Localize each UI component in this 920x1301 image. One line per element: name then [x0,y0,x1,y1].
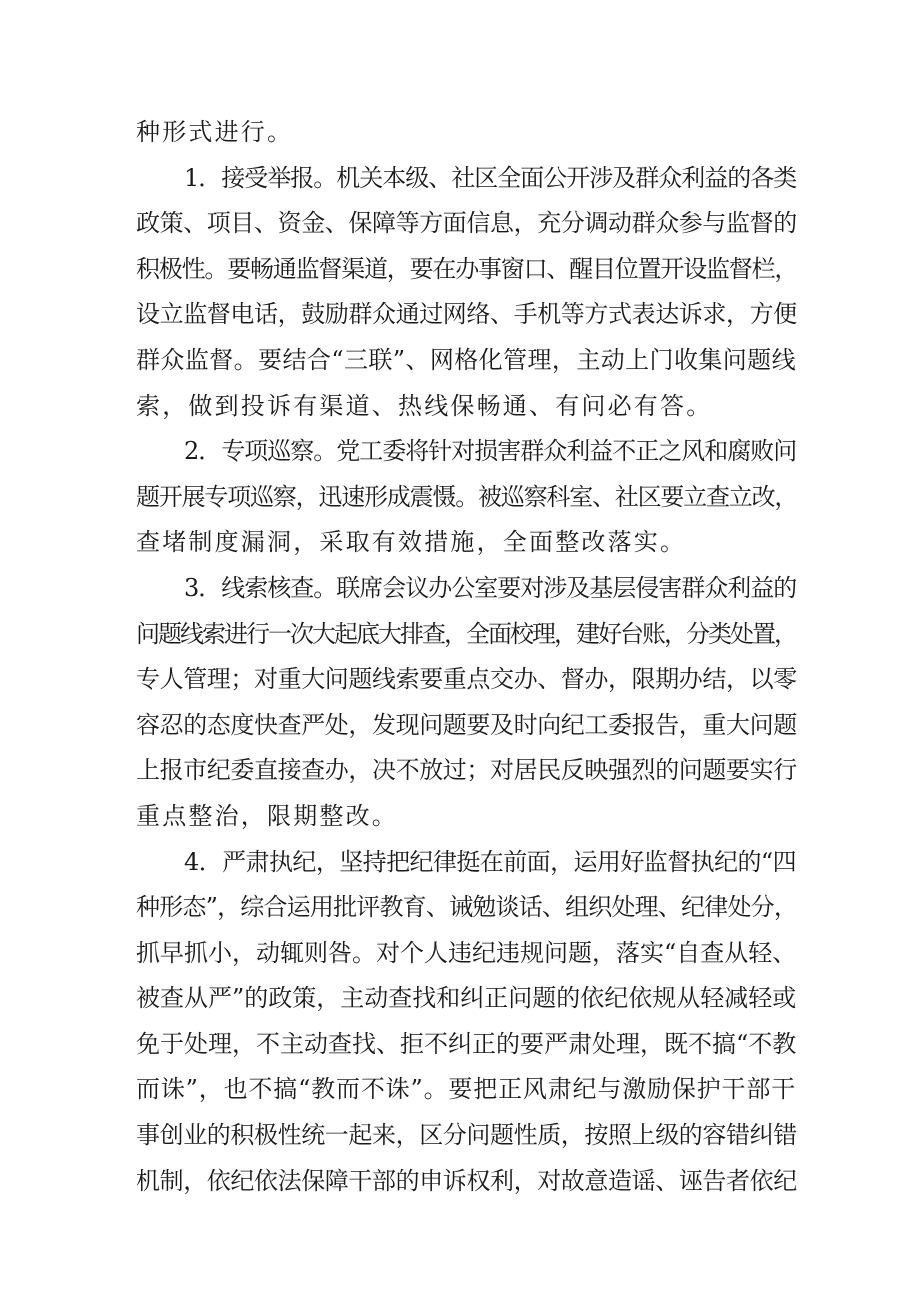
text-line: 重点整治，限期整改。 [136,801,398,830]
paragraph-2-start: 2．专项巡察。党工委将针对损害群众利益不正之风和腐败问 [184,437,797,466]
paragraph-3-start: 3．线索核查。联席会议办公室要对涉及基层侵害群众利益的 [184,573,797,602]
text-line: 种形式进行。 [136,118,294,146]
text-line: 索，做到投诉有渠道、热线保畅通、有问必有答。 [136,391,713,420]
text-line: 积极性。要畅通监督渠道，要在办事窗口、醒目位置开设监督栏， [136,254,798,283]
text-line: 而诛”，也不搞“教而不诛”。要把正风肃纪与激励保护干部干 [136,1075,796,1104]
text-line: 专人管理；对重大问题线索要重点交办、督办，限期办结，以零 [136,665,797,694]
text-line: 题开展专项巡察，迅速形成震慑。被巡察科室、社区要立查立改， [136,482,798,511]
text-line: 查堵制度漏洞，采取有效措施，全面整改落实。 [136,528,687,557]
paragraph-4-start: 4．严肃执纪，坚持把纪律挺在前面，运用好监督执纪的“四 [184,847,796,876]
text-line: 机制，依纪依法保障干部的申诉权利，对故意造谣、诬告者依纪 [136,1166,797,1195]
text-line: 抓早抓小，动辄则咎。对个人违纪违规问题，落实“自查从轻、 [136,938,797,967]
text-line: 事创业的积极性统一起来，区分问题性质，按照上级的容错纠错 [136,1121,797,1150]
text-line: 免于处理，不主动查找、拒不纠正的要严肃处理，既不搞“不教 [136,1029,797,1058]
paragraph-1-start: 1．接受举报。机关本级、社区全面公开涉及群众利益的各类 [184,163,797,192]
text-line: 被查从严”的政策，主动查找和纠正问题的依纪依规从轻减轻或 [136,984,797,1013]
text-line: 容忍的态度快查严处，发现问题要及时向纪工委报告，重大问题 [136,710,797,739]
text-line: 问题线索进行一次大起底大排查，全面校理，建好台账，分类处置， [136,619,796,648]
text-line: 设立监督电话，鼓励群众通过网络、手机等方式表达诉求，方便 [136,300,797,329]
document-body [136,110,796,1204]
text-line: 政策、项目、资金、保障等方面信息，充分调动群众参与监督的 [136,209,797,238]
text-line: 上报市纪委直接查办，决不放过；对居民反映强烈的问题要实行 [136,756,797,785]
text-line: 群众监督。要结合“三联”、网格化管理，主动上门收集问题线 [136,345,796,374]
text-line: 种形态”，综合运用批评教育、诫勉谈话、组织处理、纪律处分， [136,893,798,922]
